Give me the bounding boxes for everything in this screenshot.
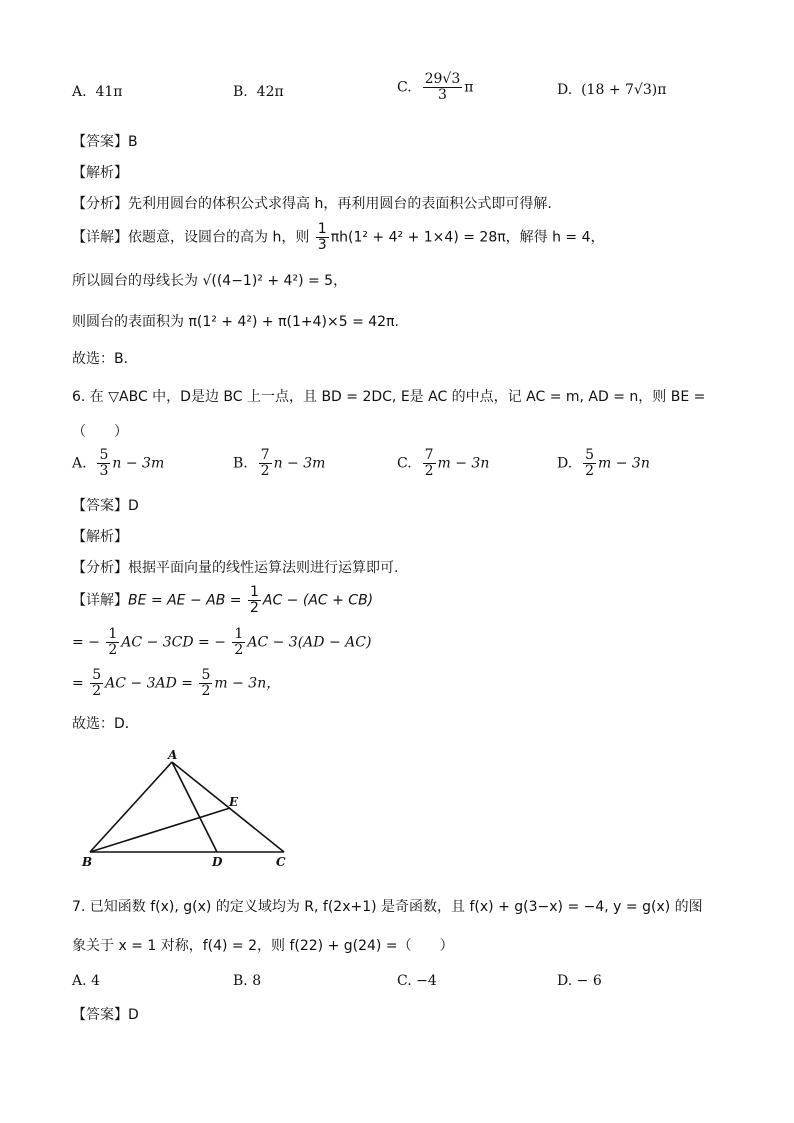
q5-choice: 故选：B．: [72, 351, 138, 367]
q6-step2: = − $\frac{1}{2}$ AC − 3CD = − $\frac{1}{2}$ AC − 3(AD − AC): [72, 626, 372, 658]
q5-option-c: C. $\frac{29√3}{3}$ π: [397, 71, 474, 103]
q6-answer: 【答案】D: [72, 498, 139, 514]
q6-choice: 故选：D．: [72, 716, 139, 732]
q7-stem-line1: 7. 已知函数 f(x), g(x) 的定义域均为 R, f(2x+1) 是奇函数，且 f(x) + g(3−x) = −4, y = g(x) 的图: [72, 899, 703, 915]
q6-option-c: C. $\frac{7}{2}$ m − 3n: [397, 447, 490, 479]
q6-step3: = $\frac{5}{2}$ AC − 3AD = $\frac{5}{2}$ m − 3n，: [72, 667, 281, 699]
q6-option-a: A. $\frac{5}{3}$ n − 3m: [72, 447, 165, 479]
q5-xiangjie: 【详解】依题意，设圆台的高为 h，则 $\frac{1}{3}$ πh(1² + 4² + 1×4) = 28π，解得 h = 4，: [72, 221, 605, 253]
label-b: B: [82, 855, 93, 869]
q7-option-d: D. − 6: [557, 973, 602, 989]
edge-ac: [172, 762, 284, 852]
q6-step1: 【详解】BE = AE − AB = $\frac{1}{2}$ AC − (AC + CB): [72, 584, 374, 616]
q6-fenxi: 【分析】根据平面向量的线性运算法则进行运算即可.: [72, 560, 399, 576]
q5-analysis-heading: 【解析】: [72, 165, 128, 181]
q5-answer: 【答案】B: [72, 134, 138, 150]
q6-stem: 6. 在 ▽ABC 中，D是边 BC 上一点，且 BD = 2DC, E是 AC 的中点，记 AC = m, AD = n，则 BE =: [72, 389, 706, 405]
segment-ad: [172, 762, 217, 852]
triangle-figure: [78, 748, 298, 870]
q5-option-b: B. 42π: [233, 84, 284, 100]
q6-option-d: D. $\frac{5}{2}$ m − 3n: [557, 447, 650, 479]
label-e: E: [229, 795, 239, 809]
q6-option-b: B. $\frac{7}{2}$ n − 3m: [233, 447, 326, 479]
q6-analysis-heading: 【解析】: [72, 529, 128, 545]
label-a: A: [168, 748, 178, 762]
q5-fenxi: 【分析】先利用圆台的体积公式求得高 h，再利用圆台的表面积公式即可得解.: [72, 196, 552, 212]
label-c: C: [276, 855, 286, 869]
q7-option-b: B. 8: [233, 973, 262, 989]
q6-blank: （ ）: [72, 424, 128, 440]
q7-option-a: A. 4: [72, 973, 100, 989]
q7-stem-line2: 象关于 x = 1 对称，f(4) = 2，则 f(22) + g(24) =（ ）: [72, 938, 454, 954]
label-d: D: [212, 855, 223, 869]
q5-option-a: A. 41π: [72, 84, 123, 100]
q5-surface-area: 则圆台的表面积为 π(1² + 4²) + π(1+4)×5 = 42π.: [72, 314, 399, 330]
q5-option-d: D. (18 + 7√3)π: [557, 82, 667, 98]
q7-answer: 【答案】D: [72, 1007, 139, 1023]
q7-option-c: C. −4: [397, 973, 437, 989]
q5-slant-height: 所以圆台的母线长为 √((4−1)² + 4²) = 5，: [72, 273, 348, 289]
